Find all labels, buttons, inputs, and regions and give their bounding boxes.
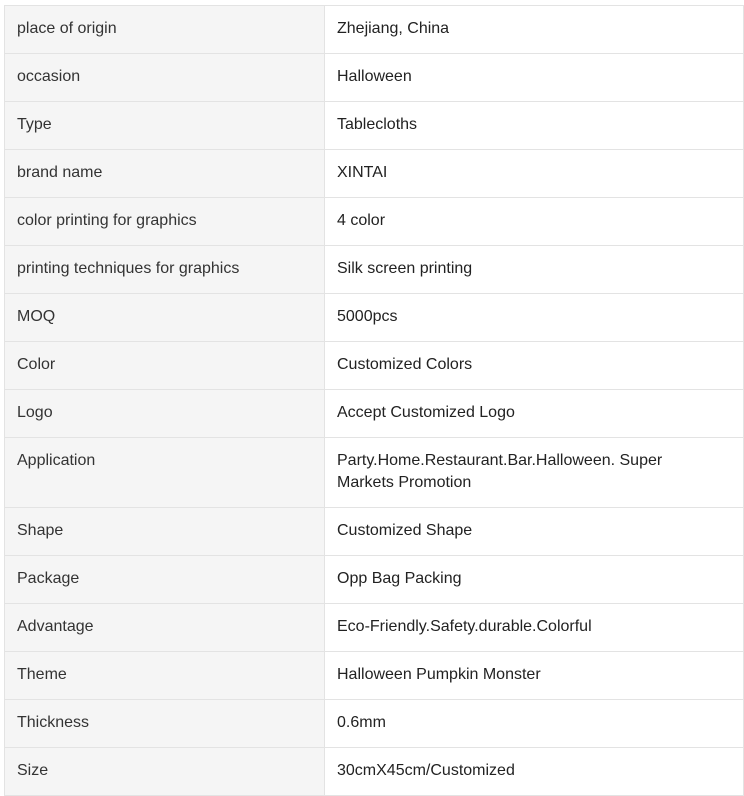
table-row (5, 102, 744, 150)
spec-label: Size (5, 748, 325, 796)
table-row (5, 342, 744, 390)
table-row (5, 150, 744, 198)
spec-value (325, 150, 744, 198)
spec-label: occasion (5, 54, 325, 102)
table-row (5, 390, 744, 438)
product-spec-table (4, 5, 744, 796)
table-row (5, 652, 744, 700)
table-row (5, 556, 744, 604)
spec-value-text: Halloween (337, 68, 412, 85)
table-row (5, 294, 744, 342)
spec-label: Advantage (5, 604, 325, 652)
spec-value-text: Zhejiang, China (337, 20, 450, 37)
table-row (5, 198, 744, 246)
table-row (5, 508, 744, 556)
table-row (5, 700, 744, 748)
spec-label: Theme (5, 652, 325, 700)
spec-label: Logo (5, 390, 325, 438)
spec-value-text: Eco-Friendly.Safety.durable.Colorful (337, 618, 592, 635)
spec-value (325, 438, 744, 508)
spec-value (325, 246, 744, 294)
spec-value-text: 30cmX45cm/Customized (337, 762, 515, 779)
spec-value-text: 0.6mm (337, 714, 386, 731)
spec-value-text: 4 color (337, 212, 386, 229)
spec-label: Shape (5, 508, 325, 556)
table-row (5, 54, 744, 102)
spec-label: Type (5, 102, 325, 150)
spec-value-text: Tablecloths (337, 116, 418, 133)
spec-value (325, 604, 744, 652)
spec-value-text: 5000pcs (337, 308, 398, 325)
spec-value-text: XINTAI (337, 164, 388, 181)
spec-value (325, 102, 744, 150)
table-row (5, 246, 744, 294)
spec-value (325, 700, 744, 748)
spec-value (325, 198, 744, 246)
spec-label: Thickness (5, 700, 325, 748)
spec-value (325, 556, 744, 604)
spec-value-text: Customized Shape (337, 522, 473, 539)
spec-label: color printing for graphics (5, 198, 325, 246)
table-row (5, 604, 744, 652)
spec-value-text: Halloween Pumpkin Monster (337, 666, 541, 683)
spec-value-text: Accept Customized Logo (337, 404, 515, 421)
spec-value-text: Silk screen printing (337, 260, 473, 277)
spec-value (325, 508, 744, 556)
spec-value (325, 294, 744, 342)
spec-label: Application (5, 438, 325, 508)
spec-value-text: Party.Home.Restaurant.Bar.Halloween. Super Markets Promotion (337, 452, 663, 491)
spec-table-body (5, 6, 744, 796)
table-row (5, 6, 744, 54)
spec-label: brand name (5, 150, 325, 198)
spec-value (325, 748, 744, 796)
spec-label: place of origin (5, 6, 325, 54)
spec-value (325, 342, 744, 390)
table-row (5, 438, 744, 508)
spec-label: Package (5, 556, 325, 604)
spec-value (325, 54, 744, 102)
table-row (5, 748, 744, 796)
spec-label: printing techniques for graphics (5, 246, 325, 294)
spec-value-text: Opp Bag Packing (337, 570, 462, 587)
spec-label: MOQ (5, 294, 325, 342)
spec-value (325, 390, 744, 438)
spec-label: Color (5, 342, 325, 390)
spec-value (325, 6, 744, 54)
spec-value-text: Customized Colors (337, 356, 473, 373)
spec-value (325, 652, 744, 700)
